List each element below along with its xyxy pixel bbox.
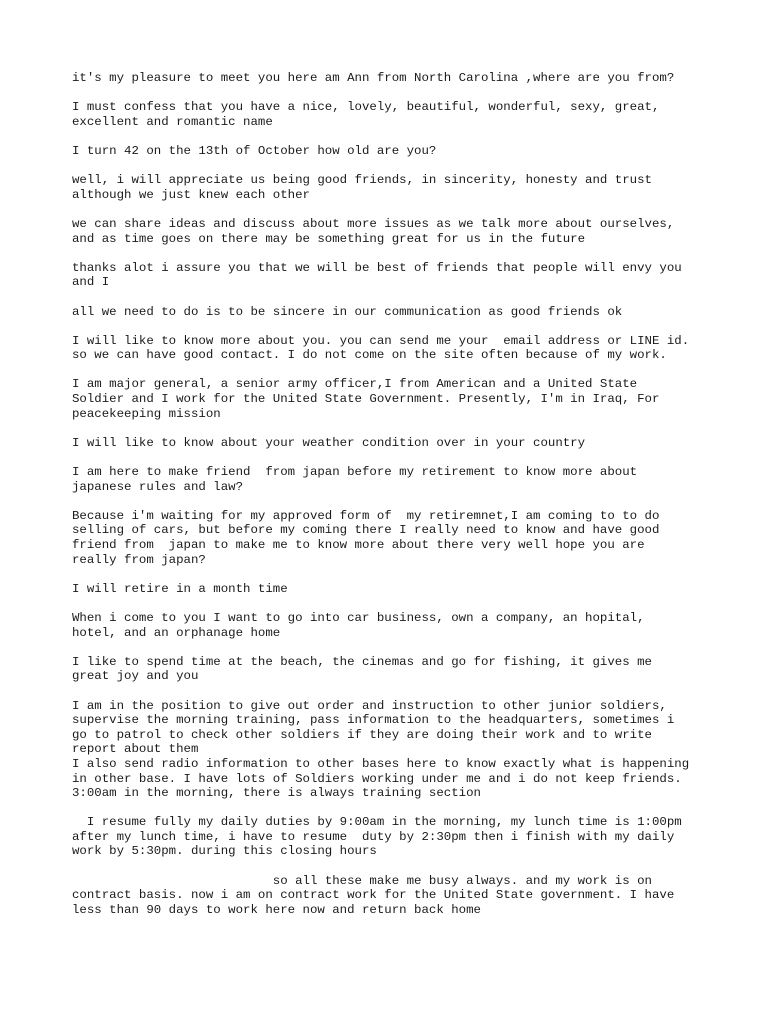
paragraph: Because i'm waiting for my approved form of my retiremnet,I am coming to to do selling of cars, but before my coming there I really need to know and have good friend from japan to make me to know more about there very well hope you are really from japan? [72, 508, 660, 567]
paragraph: I will like to know about your weather condition over in your country [72, 435, 586, 450]
paragraph: I resume fully my daily duties by 9:00am in the morning, my lunch time is 1:00pm after my lunch time, i have to resume duty by 2:30pm then i finish with my daily work by 5:30pm. during this closing hours [72, 815, 682, 859]
paragraph: we can share ideas and discuss about more issues as we talk more about ourselves, and as time goes on there may be something great for us in the future [72, 216, 675, 246]
paragraph: I turn 42 on the 13th of October how old are you? [72, 143, 437, 158]
paragraph: I must confess that you have a nice, lovely, beautiful, wonderful, sexy, great, excellent and romantic name [72, 100, 660, 129]
paragraph: I am in the position to give out order and instruction to other junior soldiers, supervise the morning training, pass information to the headquarters, sometimes i go to patrol to check other soldiers if they are doing their work and to write report about them [72, 698, 675, 757]
paragraph: it's my pleasure to meet you here am Ann from North Carolina ,where are you from? [72, 71, 675, 85]
paragraph: I am here to make friend from japan before my retirement to know more about japanese rules and law? [72, 465, 638, 494]
paragraph: well, i will appreciate us being good friends, in sincerity, honesty and trust although we just knew each other [72, 173, 652, 202]
paragraph: so all these make me busy always. and my work is on contract basis. now i am on contract work for the United State government. I have less than 90 days to work here now and return back home [72, 873, 675, 917]
paragraph: I will retire in a month time [72, 581, 288, 596]
paragraph: I will like to know more about you. you can send me your email address or LINE id. so we can have good contact. I do not come on the site often because of my work. [72, 333, 690, 363]
paragraph: I also send radio information to other bases here to know exactly what is happening in other base. I have lots of Soldiers working under me and i do not keep friends. 3:00am in the morning, there is always training section [72, 756, 690, 801]
paragraph: all we need to do is to be sincere in our communication as good friends ok [72, 304, 623, 319]
paragraph: thanks alot i assure you that we will be best of friends that people will envy you and I [72, 260, 682, 290]
paragraph: I like to spend time at the beach, the cinemas and go for fishing, it gives me great joy and you [72, 654, 652, 684]
paragraph: When i come to you I want to go into car business, own a company, an hopital, hotel, and an orphanage home [72, 610, 645, 640]
paragraph: I am major general, a senior army officer,I from American and a United State Soldier and I work for the United State Government. Presently, I'm in Iraq, For peacekeeping mission [72, 377, 660, 421]
document-body [72, 71, 712, 932]
